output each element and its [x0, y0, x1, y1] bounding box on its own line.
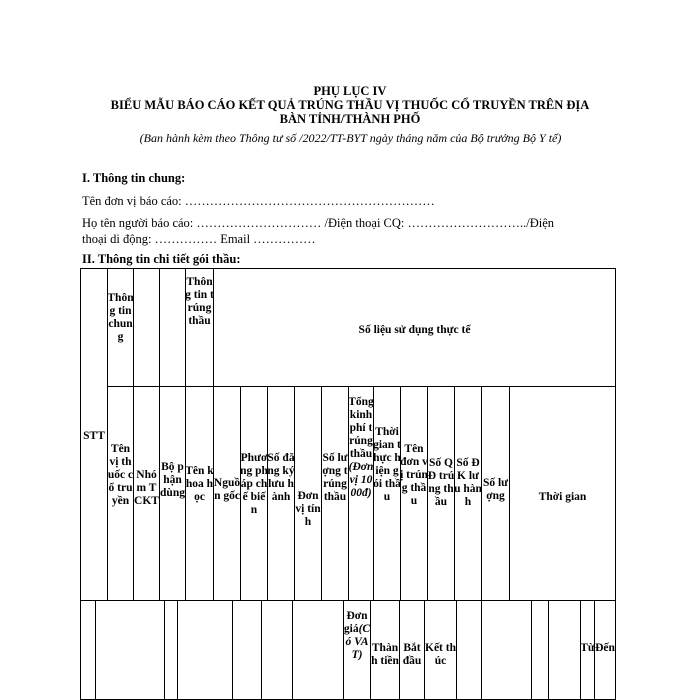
- sub-header-end: Kết thúc: [425, 642, 456, 667]
- header-col-sci: Tên khoa học: [185, 465, 214, 503]
- sub-cell-7: [292, 600, 344, 700]
- bid-result-table: [80, 268, 616, 700]
- header-col-decision: Số QĐ trúng thầu: [427, 457, 455, 508]
- sub-cell-11: [548, 600, 581, 700]
- header-col-total-cost: Tổng kinh phí trúng thầu(Đơn vị 1000đ): [348, 396, 374, 499]
- header-col-qty: Số lượng: [482, 477, 509, 502]
- header-col-reg: Số đăng ký lưu hành: [267, 452, 295, 503]
- total-cost-unit-note: (Đơn vị 1000đ): [348, 461, 374, 499]
- mobile-line: thoại di động: …………… Email ……………: [82, 232, 316, 246]
- form-title-line1: BIỂU MẪU BÁO CÁO KẾT QUẢ TRÚNG THẦU VỊ THUỐC CỔ TRUYỀN TRÊN ĐỊA: [110, 98, 590, 112]
- reporter-line: Họ tên người báo cáo: ………………………… /Điện thoại CQ: ………………………../Điện: [82, 216, 555, 230]
- sub-header-price: Đơn giá(Có VAT): [343, 610, 371, 661]
- sub-header-amount: Thành tiền: [371, 642, 399, 667]
- sub-cell-3: [164, 600, 178, 700]
- sub-cell-4: [177, 600, 233, 700]
- sub-header-from: Từ: [580, 642, 595, 654]
- cell-blank-a: [133, 268, 160, 387]
- sub-cell-1: [80, 600, 96, 700]
- cell-blank-b: [159, 268, 186, 387]
- header-col-name: Tên vị thuốc cổ truyền: [107, 443, 134, 507]
- price-vat-note: (Có VAT): [345, 623, 371, 661]
- section-detail-heading: II. Thông tin chi tiết gói thầu:: [82, 252, 241, 266]
- header-col-unit-name: Tên đơn vị trúng thầu: [400, 443, 428, 507]
- sub-cell-5: [232, 600, 262, 700]
- sub-cell-6: [261, 600, 293, 700]
- header-col-time: Thời gian: [538, 491, 587, 503]
- sub-cell-9: [481, 600, 532, 700]
- sub-header-start: Bắt đầu: [402, 642, 422, 667]
- annex-title: PHỤ LỤC IV: [313, 84, 387, 98]
- sub-cell-2: [95, 600, 165, 700]
- header-col-qty-award: Số lượng trúng thầu: [322, 452, 348, 503]
- header-group-general: Thông tin chung: [107, 292, 134, 343]
- header-col-method: Phương pháp chế biến: [240, 452, 268, 516]
- header-col-tckt: Nhóm TCKT: [134, 469, 159, 507]
- header-group-usage: Số liệu sử dụng thực tế: [358, 324, 471, 336]
- header-col-origin: Nguồn gốc: [213, 477, 241, 502]
- sub-header-to: Đến: [595, 642, 615, 654]
- section-general-heading: I. Thông tin chung:: [82, 171, 186, 185]
- unit-name-line: Tên đơn vị báo cáo: ……………………………………………………: [82, 194, 435, 208]
- header-col-reg-no: Số ĐK lưu hành: [454, 457, 482, 508]
- sub-cell-10: [531, 600, 549, 700]
- sub-cell-8: [456, 600, 482, 700]
- header-col-part: Bộ phận dùng: [160, 461, 185, 499]
- header-col-duration: Thời gian thực hiện gói thầu: [373, 426, 401, 503]
- form-subtitle: (Ban hành kèm theo Thông tư số /2022/TT-BYT ngày tháng năm của Bộ trưởng Bộ Y tế): [139, 131, 562, 145]
- form-title-line2: BÀN TỈNH/THÀNH PHỐ: [279, 112, 421, 126]
- header-group-award: Thông tin trúng thầu: [185, 276, 214, 327]
- header-col-unit: Đơn vị tính: [295, 490, 321, 528]
- header-stt: STT: [83, 430, 105, 442]
